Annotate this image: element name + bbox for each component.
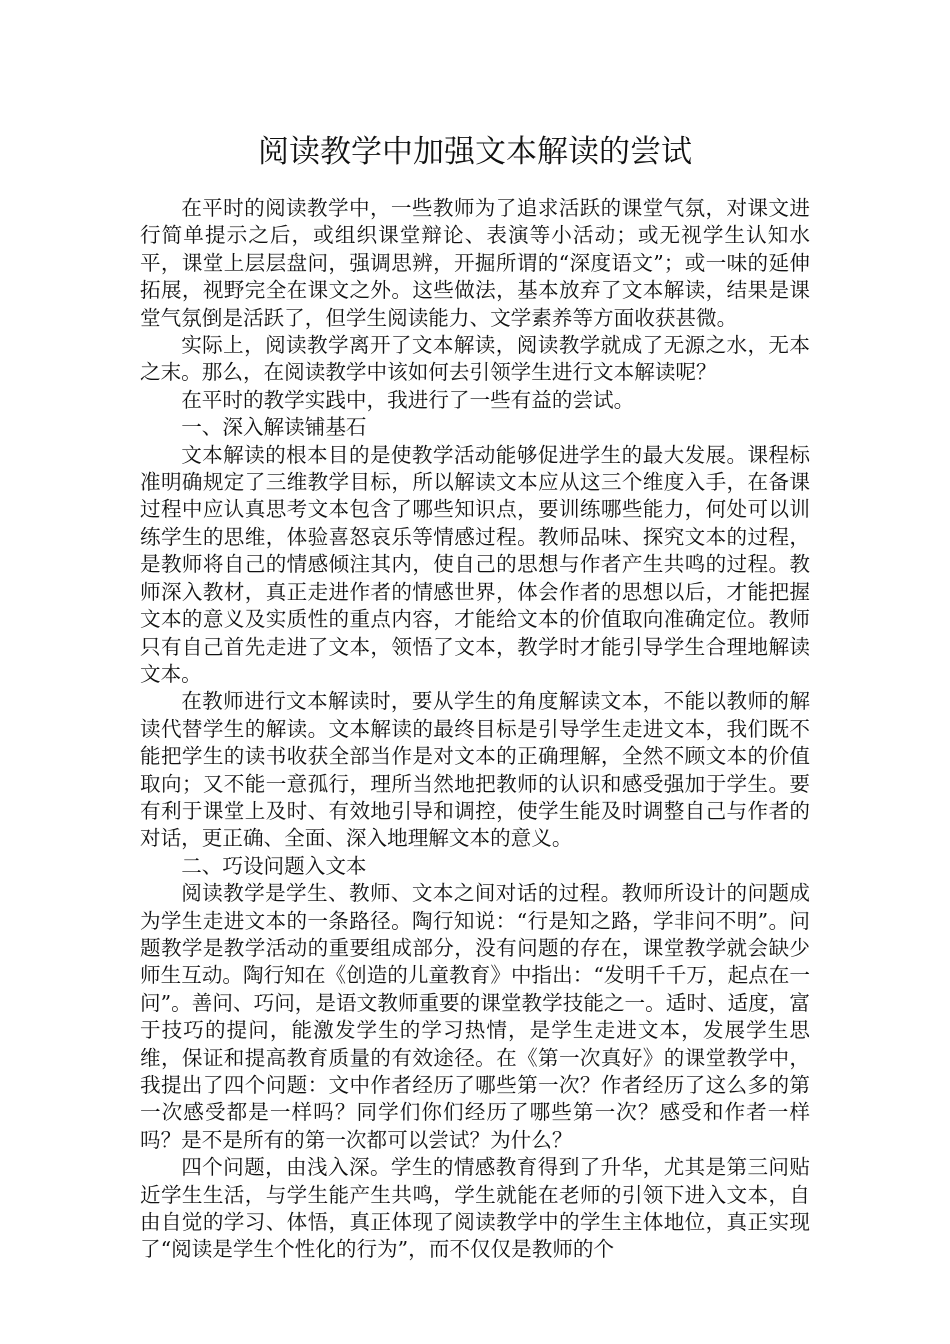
- section-heading-1: 一、深入解读铺基石: [181, 415, 367, 440]
- paragraph-section2-a: 阅读教学是学生、教师、文本之间对话的过程。教师所设计的问题成为学生走进文本的一条路径。陶行知说：“行是知之路，学非问不明”。问题教学是教学活动的重要组成部分，没有问题的存在，课堂教学就会缺少师生互动。陶行知在《创造的儿童教育》中指出：“发明千千万，起点在一问”。善问、巧问，是语文教师重要的课堂教学技能之一。适时、适度，富于技巧的提问，能激发学生的学习热情，是学生走进文本，发展学生思维，保证和提高教育质量的有效途径。在《第一次真好》的课堂教学中，我提出了四个问题：文中作者经历了哪些第一次？作者经历了这么多的第一次感受都是一样吗？同学们你们经历了哪些第一次？感受和作者一样吗？是不是所有的第一次都可以尝试？为什么？: [140, 881, 810, 1152]
- paragraph-section1-b: 在教师进行文本解读时，要从学生的角度解读文本，不能以教师的解读代替学生的解读。文本解读的最终目标是引导学生走进文本，我们既不能把学生的读书收获全部当作是对文本的正确理解，全然不顾文本的价值取向；又不能一意孤行，理所当然地把教师的认识和感受强加于学生。要有利于课堂上及时、有效地引导和调控，使学生能及时调整自己与作者的对话，更正确、全面、深入地理解文本的意义。: [140, 689, 810, 851]
- section-heading-2: 二、巧设问题入文本: [181, 853, 367, 878]
- paragraph-intro: 在平时的阅读教学中，一些教师为了追求活跃的课堂气氛，对课文进行简单提示之后，或组织课堂辩论、表演等小活动；或无视学生认知水平，课堂上层层盘问，强调思辨，开掘所谓的“深度语文”；或一味的延伸拓展，视野完全在课文之外。这些做法，基本放弃了文本解读，结果是课堂气氛倒是活跃了，但学生阅读能力、文学素养等方面收获甚微。: [140, 196, 810, 330]
- paragraph-practice: 在平时的教学实践中，我进行了一些有益的尝试。: [181, 387, 635, 412]
- paragraph-section2-b: 四个问题，由浅入深。学生的情感教育得到了升华，尤其是第三问贴近学生生活，与学生能产生共鸣，学生就能在老师的引领下进入文本，自由自觉的学习、体悟，真正体现了阅读教学中的学生主体地位，真正实现了“阅读是学生个性化的行为”，而不仅仅是教师的个: [140, 1155, 810, 1262]
- document-title: 阅读教学中加强文本解读的尝试: [258, 134, 692, 170]
- paragraph-section1-a: 文本解读的根本目的是使教学活动能够促进学生的最大发展。课程标准明确规定了三维教学目标，所以解读文本应从这三个维度入手，在备课过程中应认真思考文本包含了哪些知识点，要训练哪些能力，何处可以训练学生的思维，体验喜怒哀乐等情感过程。教师品味、探究文本的过程，是教师将自己的情感倾注其内，使自己的思想与作者产生共鸣的过程。教师深入教材，真正走进作者的情感世界，体会作者的思想以后，才能把握文本的意义及实质性的重点内容，才能给文本的价值取向准确定位。教师只有自己首先走进了文本，领悟了文本，教学时才能引导学生合理地解读文本。: [140, 442, 810, 686]
- document-body: [140, 195, 810, 1264]
- paragraph-reality: 实际上，阅读教学离开了文本解读，阅读教学就成了无源之水，无本之末。那么，在阅读教学中该如何去引领学生进行文本解读呢？: [140, 333, 810, 385]
